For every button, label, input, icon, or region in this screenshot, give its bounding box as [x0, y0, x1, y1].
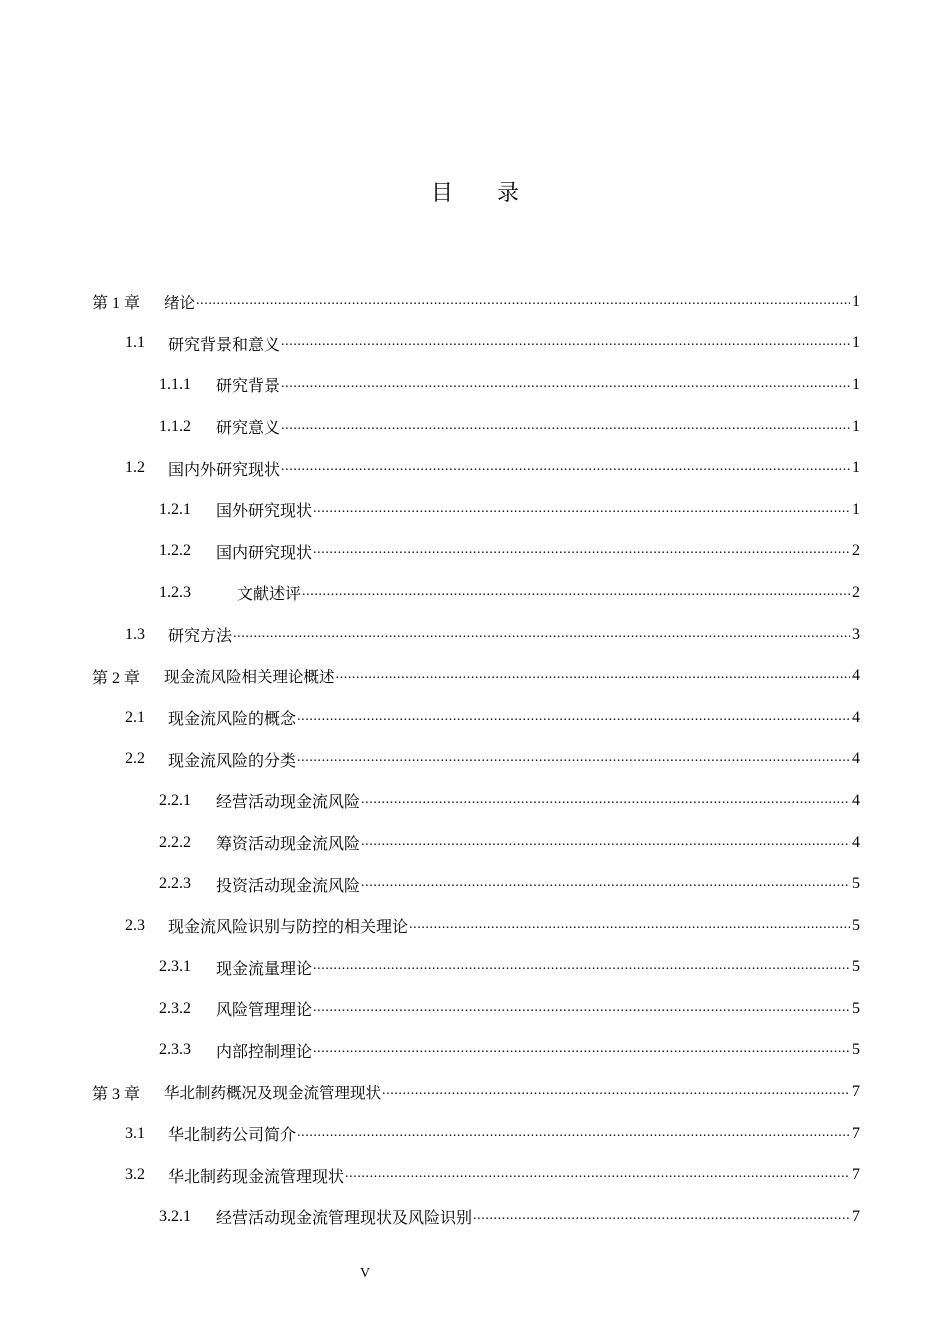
toc-entry[interactable] — [92, 905, 860, 947]
toc-entry[interactable] — [92, 780, 860, 822]
toc-entry-number: 2.2.3 — [159, 875, 191, 893]
toc-dot-leader — [233, 627, 850, 643]
toc-entry-number: 2.2.1 — [159, 791, 191, 809]
toc-entry-page: 1 — [852, 459, 860, 477]
toc-entry-number: 1.2.2 — [159, 542, 191, 560]
toc-entry-number: 第 2 章 — [92, 669, 141, 687]
toc-dot-leader — [297, 710, 850, 726]
toc-dot-leader — [409, 918, 850, 934]
toc-entry-page: 1 — [852, 334, 860, 352]
toc-dot-leader — [313, 1001, 850, 1017]
toc-entry[interactable] — [92, 739, 860, 781]
toc-entry-number: 3.2.1 — [159, 1207, 191, 1225]
table-of-contents — [92, 281, 860, 1238]
toc-entry[interactable] — [92, 531, 860, 573]
toc-title-char-2: 录 — [497, 181, 520, 206]
toc-entry-title: 现金流风险相关理论概述 — [164, 668, 335, 687]
toc-entry-title: 研究背景 — [216, 378, 281, 396]
toc-entry-title: 内部控制理论 — [216, 1043, 313, 1061]
toc-dot-leader — [313, 543, 850, 559]
toc-entry-page: 1 — [852, 292, 860, 310]
toc-dot-leader — [302, 585, 850, 601]
toc-entry[interactable] — [92, 281, 860, 323]
toc-entry-number: 1.2.1 — [159, 500, 191, 518]
toc-dot-leader — [281, 377, 850, 393]
toc-title-char-1: 目 — [430, 181, 453, 206]
toc-entry[interactable] — [92, 614, 860, 656]
toc-entry-page: 7 — [852, 1207, 860, 1225]
toc-entry-title: 经营活动现金流管理现状及风险识别 — [216, 1210, 473, 1228]
toc-entry-page: 5 — [852, 875, 860, 893]
toc-entry-page: 7 — [852, 1124, 860, 1142]
toc-dot-leader — [336, 668, 850, 684]
toc-entry-number: 2.1 — [125, 708, 145, 726]
toc-dot-leader — [297, 751, 850, 767]
toc-dot-leader — [382, 1084, 850, 1100]
toc-dot-leader — [297, 1126, 850, 1142]
toc-entry-number: 1.2.3 — [159, 583, 191, 601]
toc-entry-page: 2 — [852, 542, 860, 560]
toc-entry-number: 第 1 章 — [92, 295, 141, 313]
toc-entry-title: 经营活动现金流风险 — [216, 794, 361, 812]
toc-entry-number: 第 3 章 — [92, 1085, 141, 1103]
toc-entry-number: 3.1 — [125, 1124, 145, 1142]
toc-entry-title: 绪论 — [164, 293, 196, 312]
toc-entry-number: 3.2 — [125, 1166, 145, 1184]
toc-entry-title: 风险管理理论 — [216, 1002, 313, 1020]
toc-entry-number: 2.2 — [125, 750, 145, 768]
toc-entry-title: 华北制药概况及现金流管理现状 — [164, 1084, 382, 1103]
toc-entry-page: 7 — [852, 1083, 860, 1101]
toc-entry-title: 国外研究现状 — [216, 503, 313, 521]
toc-dot-leader — [313, 959, 850, 975]
toc-entry-page: 2 — [852, 583, 860, 601]
toc-entry-title: 国内研究现状 — [216, 544, 313, 562]
toc-dot-leader — [196, 294, 850, 310]
toc-entry[interactable] — [92, 364, 860, 406]
toc-dot-leader — [313, 1042, 850, 1058]
toc-dot-leader — [361, 835, 850, 851]
toc-entry-number: 2.3.2 — [159, 999, 191, 1017]
toc-entry-title: 文献述评 — [237, 586, 302, 604]
toc-entry-number: 1.2 — [125, 459, 145, 477]
toc-entry-number: 1.3 — [125, 625, 145, 643]
toc-dot-leader — [313, 502, 850, 518]
toc-title — [0, 176, 950, 207]
toc-dot-leader — [281, 460, 850, 476]
toc-entry-page: 4 — [852, 750, 860, 768]
toc-entry[interactable] — [92, 863, 860, 905]
toc-entry[interactable] — [92, 406, 860, 448]
toc-entry-page: 5 — [852, 1041, 860, 1059]
toc-dot-leader — [345, 1167, 850, 1183]
toc-entry[interactable] — [92, 323, 860, 365]
toc-entry[interactable] — [92, 489, 860, 531]
toc-entry-title: 研究方法 — [168, 628, 233, 646]
toc-entry-title: 投资活动现金流风险 — [216, 877, 361, 895]
toc-entry[interactable] — [92, 822, 860, 864]
toc-entry-title: 现金流量理论 — [216, 960, 313, 978]
toc-entry[interactable] — [92, 1154, 860, 1196]
toc-entry-number: 1.1.1 — [159, 375, 191, 393]
toc-entry-page: 1 — [852, 375, 860, 393]
toc-entry-page: 4 — [852, 791, 860, 809]
toc-entry[interactable] — [92, 947, 860, 989]
toc-entry-number: 1.1.2 — [159, 417, 191, 435]
toc-entry-number: 2.3.3 — [159, 1041, 191, 1059]
toc-dot-leader — [281, 419, 850, 435]
toc-entry[interactable] — [92, 447, 860, 489]
toc-entry-title: 筹资活动现金流风险 — [216, 836, 361, 854]
toc-entry-title: 研究背景和意义 — [168, 336, 281, 354]
toc-entry-page: 5 — [852, 916, 860, 934]
toc-dot-leader — [361, 876, 850, 892]
toc-entry-page: 3 — [852, 625, 860, 643]
toc-entry-title: 华北制药现金流管理现状 — [168, 1168, 345, 1186]
toc-entry[interactable] — [92, 655, 860, 697]
toc-entry-number: 2.3 — [125, 916, 145, 934]
toc-entry[interactable] — [92, 1196, 860, 1238]
toc-entry-page: 5 — [852, 999, 860, 1017]
toc-entry-title: 国内外研究现状 — [168, 461, 281, 479]
toc-entry-page: 4 — [852, 708, 860, 726]
page-footer-number: V — [359, 1266, 371, 1281]
toc-entry[interactable] — [92, 988, 860, 1030]
toc-entry-number: 2.3.1 — [159, 958, 191, 976]
toc-entry-number: 2.2.2 — [159, 833, 191, 851]
toc-entry[interactable] — [92, 697, 860, 739]
toc-entry-title: 现金流风险的分类 — [168, 752, 297, 770]
toc-entry[interactable] — [92, 1071, 860, 1113]
toc-entry-page: 7 — [852, 1166, 860, 1184]
toc-entry-page: 4 — [852, 833, 860, 851]
toc-entry-page: 5 — [852, 958, 860, 976]
toc-entry-page: 1 — [852, 417, 860, 435]
toc-entry[interactable] — [92, 1030, 860, 1072]
toc-entry-page: 1 — [852, 500, 860, 518]
toc-entry-page: 4 — [852, 667, 860, 685]
toc-entry-number: 1.1 — [125, 334, 145, 352]
toc-dot-leader — [281, 335, 850, 351]
toc-dot-leader — [473, 1209, 850, 1225]
toc-entry[interactable] — [92, 572, 860, 614]
toc-entry-title: 华北制药公司简介 — [168, 1127, 297, 1145]
toc-entry-title: 现金流风险识别与防控的相关理论 — [168, 919, 409, 937]
toc-dot-leader — [361, 793, 850, 809]
toc-entry-title: 研究意义 — [216, 420, 281, 438]
toc-entry-title: 现金流风险的概念 — [168, 711, 297, 729]
toc-entry[interactable] — [92, 1113, 860, 1155]
